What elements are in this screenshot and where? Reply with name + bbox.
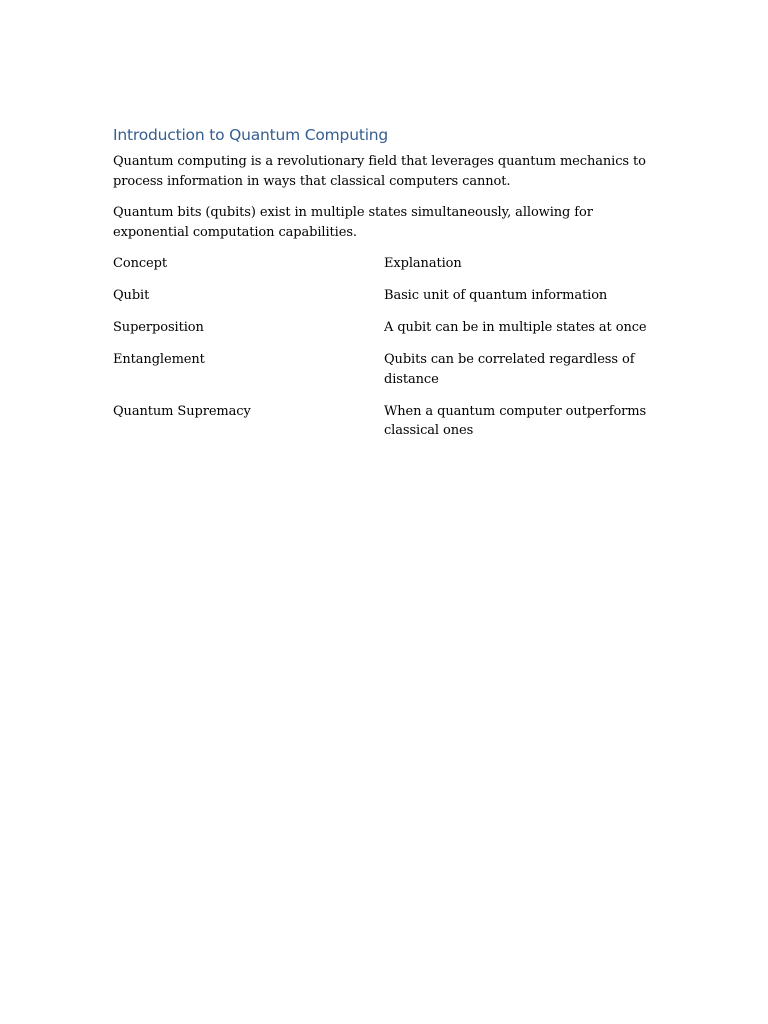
table-cell-explanation: Basic unit of quantum information bbox=[384, 288, 608, 303]
concepts-table bbox=[113, 254, 658, 453]
table-cell-concept: Quantum Supremacy bbox=[113, 403, 251, 419]
intro-paragraph: Quantum computing is a revolutionary field that leverages quantum mechanics to process information in ways that classical computers cannot. bbox=[113, 154, 646, 189]
table-cell-concept: Qubit bbox=[113, 288, 150, 303]
table-cell-explanation: Qubits can be correlated regardless of distance bbox=[384, 352, 635, 387]
table-row bbox=[113, 318, 658, 350]
table-cell-explanation: A qubit can be in multiple states at once bbox=[384, 320, 647, 335]
table-cell-concept: Entanglement bbox=[113, 352, 205, 367]
table-header-explanation: Explanation bbox=[384, 256, 462, 271]
document-body bbox=[113, 124, 658, 453]
document-heading: Introduction to Quantum Computing bbox=[113, 126, 389, 144]
table-cell-explanation: When a quantum computer outperforms classical ones bbox=[384, 403, 647, 438]
table-cell-concept: Superposition bbox=[113, 320, 204, 335]
table-row bbox=[113, 402, 658, 454]
qubits-paragraph: Quantum bits (qubits) exist in multiple states simultaneously, allowing for exponential computation capabilities. bbox=[113, 205, 593, 240]
table-row bbox=[113, 350, 658, 402]
table-header-concept: Concept bbox=[113, 256, 167, 271]
table-header-row bbox=[113, 254, 658, 286]
table-row bbox=[113, 286, 658, 318]
